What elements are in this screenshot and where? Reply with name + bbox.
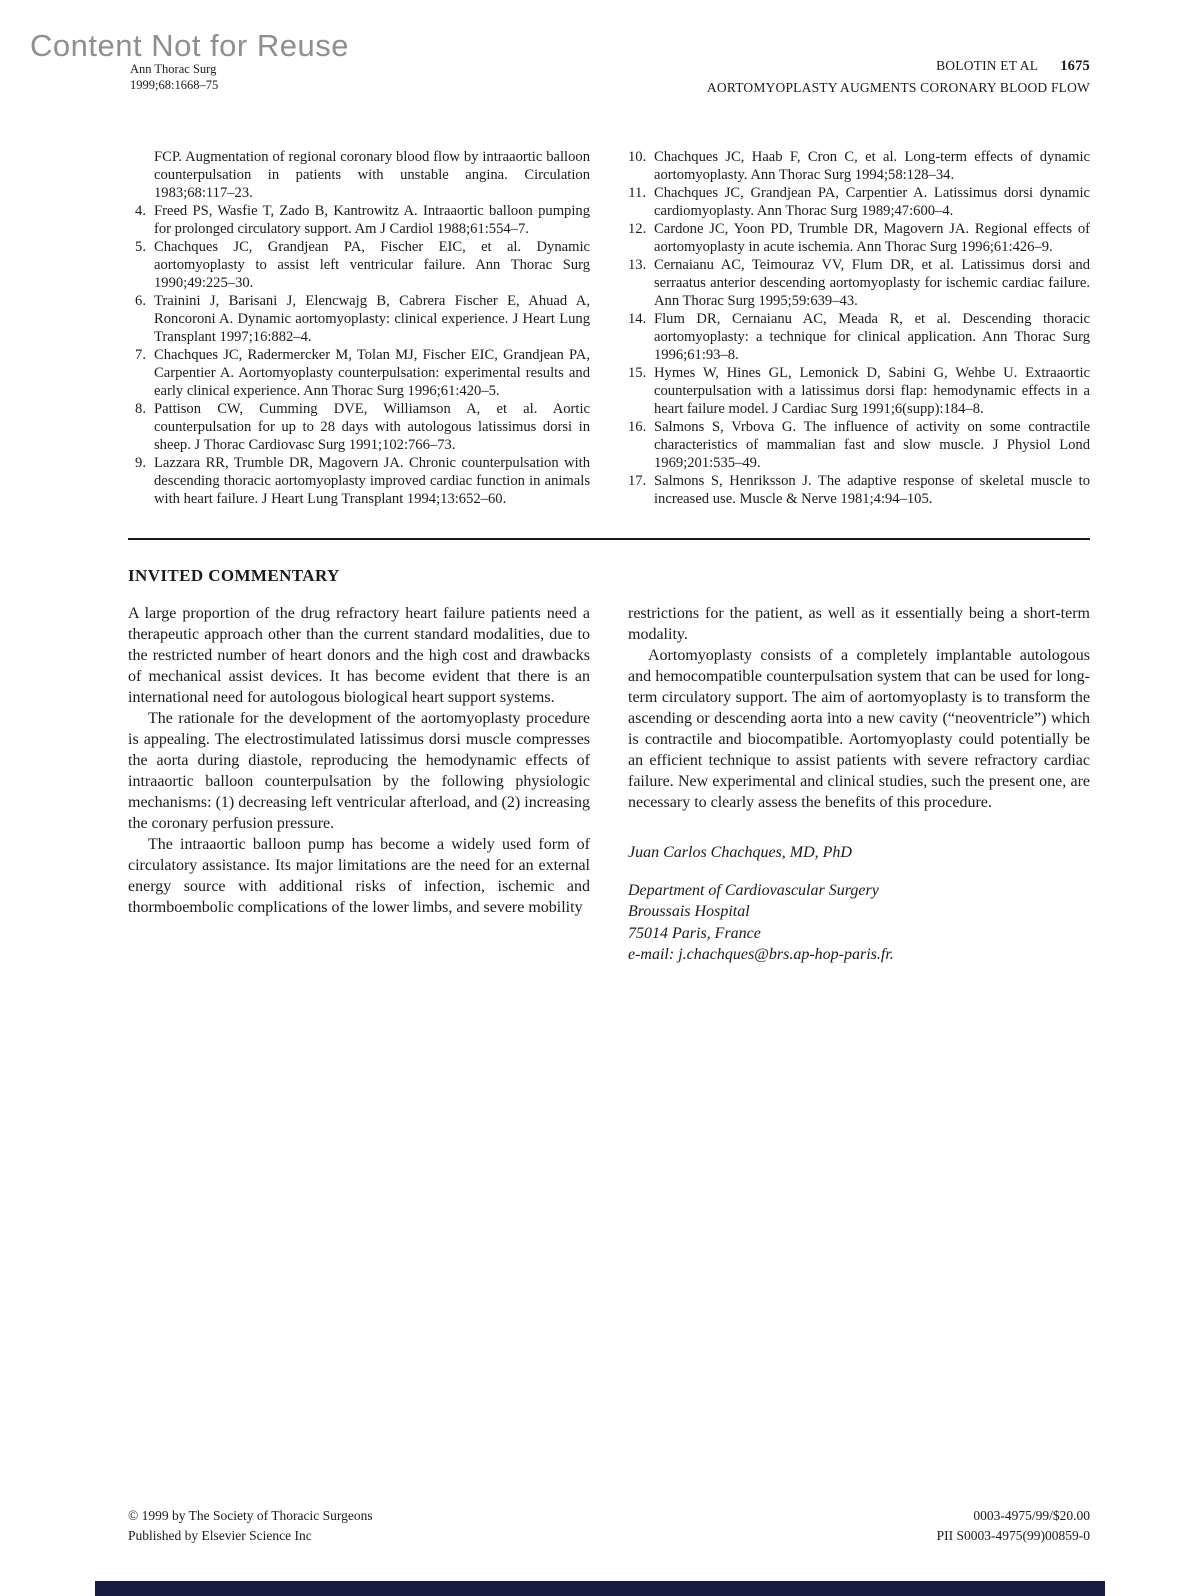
reference-number: 5. bbox=[135, 239, 146, 256]
reference-text: Salmons S, Henriksson J. The adaptive response of skeletal muscle to increased use. Muscle & Nerve 1981;4:94–105. bbox=[654, 473, 1090, 508]
reference-number: 7. bbox=[135, 347, 146, 364]
commentary-paragraph: The intraaortic balloon pump has become a widely used form of circulatory assistance. Its major limitations are the need for an external energy source with additional risks of infection, ischemic and thormboembolic complications of the lower limbs, and severe mobility bbox=[128, 835, 590, 916]
reference-text: Salmons S, Vrbova G. The influence of activity on some contractile characteristics of mammalian fast and slow muscle. J Physiol Lond 1969;201:535–49. bbox=[654, 419, 1090, 472]
references-right-column bbox=[628, 148, 1090, 508]
reference-number: 17. bbox=[628, 473, 647, 490]
running-head-title: AORTOMYOPLASTY AUGMENTS CORONARY BLOOD FLOW bbox=[706, 79, 1090, 95]
commentary-paragraph: The rationale for the development of the aortomyoplasty procedure is appealing. The electrostimulated latissimus dorsi muscle compresses the aorta during diastole, reproducing the hemodynamic effects of intraaortic balloon counterpulsation by the following physiologic mechanisms: (1) decreasing left ventricular afterload, and (2) increasing the coronary perfusion pressure. bbox=[128, 710, 590, 832]
reference-item bbox=[128, 202, 590, 238]
signature-affiliation-line: Department of Cardiovascular Surgery bbox=[628, 882, 879, 900]
reference-number: 4. bbox=[135, 203, 146, 220]
page-number: 1675 bbox=[1060, 58, 1090, 74]
commentary-heading: INVITED COMMENTARY bbox=[128, 566, 340, 586]
reference-number: 12. bbox=[628, 221, 647, 238]
footer-left bbox=[128, 1506, 373, 1547]
reference-item bbox=[628, 184, 1090, 220]
footer-pii: PII S0003-4975(99)00859-0 bbox=[936, 1528, 1090, 1544]
commentary-right-column bbox=[628, 604, 1090, 965]
signature-affiliation-line: Broussais Hospital bbox=[628, 903, 750, 921]
signature-affiliation-line: 75014 Paris, France bbox=[628, 924, 761, 942]
reference-item bbox=[628, 310, 1090, 364]
reference-number: 11. bbox=[628, 185, 646, 202]
running-head bbox=[707, 56, 1090, 98]
commentary-left-column bbox=[128, 604, 590, 965]
reference-text: Chachques JC, Grandjean PA, Fischer EIC, et al. Dynamic aortomyoplasty to assist left ventricular failure. Ann Thorac Surg 1990;49:225–30. bbox=[154, 239, 590, 292]
references-left-column bbox=[128, 148, 590, 508]
commentary-paragraph: restrictions for the patient, as well as it essentially being a short-term modality. bbox=[628, 605, 1090, 644]
footer-issn-price: 0003-4975/99/$20.00 bbox=[973, 1508, 1090, 1523]
journal-header bbox=[130, 61, 218, 94]
reference-item bbox=[628, 148, 1090, 184]
reference-number: 6. bbox=[135, 293, 146, 310]
journal-name: Ann Thorac Surg bbox=[130, 62, 217, 76]
reference-number bbox=[128, 148, 154, 202]
reference-item bbox=[128, 454, 590, 508]
reference-item bbox=[128, 400, 590, 454]
reference-item bbox=[628, 472, 1090, 508]
reference-number: 8. bbox=[135, 401, 146, 418]
reference-text: Flum DR, Cernaianu AC, Meada R, et al. Descending thoracic aortomyoplasty: a technique for clinical application. Ann Thorac Surg 1996;61:93–8. bbox=[654, 311, 1090, 364]
signature-block bbox=[628, 842, 1090, 965]
reference-text: Hymes W, Hines GL, Lemonick D, Sabini G, Wehbe U. Extraaortic counterpulsation with a latissimus dorsi flap: hemodynamic effects in a heart failure model. J Cardiac Surg 1991;6(supp):184–8. bbox=[654, 365, 1090, 418]
reference-number: 15. bbox=[628, 365, 647, 382]
reference-item bbox=[628, 418, 1090, 472]
reference-text: Cernaianu AC, Teimouraz VV, Flum DR, et al. Latissimus dorsi and serraatus anterior descending aortomyoplasty for ischemic cardiac failure. Ann Thorac Surg 1995;59:639–43. bbox=[654, 257, 1090, 310]
journal-citation: 1999;68:1668–75 bbox=[130, 78, 219, 93]
footer-right bbox=[937, 1506, 1090, 1547]
page-footer bbox=[128, 1506, 1090, 1547]
reference-text: Cardone JC, Yoon PD, Trumble DR, Magovern JA. Regional effects of aortomyoplasty in acute ischemia. Ann Thorac Surg 1996;61:426–9. bbox=[654, 221, 1090, 256]
reference-number: 9. bbox=[135, 455, 146, 472]
reference-number: 16. bbox=[628, 419, 647, 436]
reference-number: 13. bbox=[628, 257, 647, 274]
footer-publisher: Published by Elsevier Science Inc bbox=[128, 1528, 312, 1544]
section-divider bbox=[128, 538, 1090, 540]
commentary-section bbox=[128, 604, 1090, 965]
commentary-paragraph: A large proportion of the drug refractory heart failure patients need a therapeutic approach other than the current standard modalities, due to the restricted number of heart donors and the high cost and drawbacks of mechanical assist devices. It has become evident that there is an international need for autologous biological heart support systems. bbox=[128, 605, 590, 707]
references-section bbox=[128, 148, 1090, 508]
reference-number: 10. bbox=[628, 149, 647, 165]
reference-item bbox=[628, 364, 1090, 418]
reference-number: 14. bbox=[628, 311, 647, 328]
page-content bbox=[128, 148, 1090, 965]
reference-item bbox=[628, 220, 1090, 256]
reference-item bbox=[128, 238, 590, 292]
reference-text: Trainini J, Barisani J, Elencwajg B, Cabrera Fischer E, Ahuad A, Roncoroni A. Dynamic aortomyoplasty: clinical experience. J Heart Lung Transplant 1997;16:882–4. bbox=[154, 293, 590, 346]
commentary-paragraph: Aortomyoplasty consists of a completely implantable autologous and hemocompatible counterpulsation system that can be used for long-term circulatory support. The aim of aortomyoplasty is to transform the ascending or descending aorta into a new cavity (“neoventricle”) which is contractile and biocompatible. Aortomyoplasty could potentially be an efficient technique to assist patients with severe refractory cardiac failure. New experimental and clinical studies, such the present one, are necessary to clearly assess the benefits of this procedure. bbox=[628, 647, 1090, 811]
reference-text: Pattison CW, Cumming DVE, Williamson A, et al. Aortic counterpulsation for up to 28 days with autologous latissimus dorsi in sheep. J Thorac Cardiovasc Surg 1991;102:766–73. bbox=[154, 401, 590, 454]
reference-item bbox=[628, 256, 1090, 310]
reference-text: Chachques JC, Haab F, Cron C, et al. Long-term effects of dynamic aortomyoplasty. Ann Thorac Surg 1994;58:128–34. bbox=[654, 149, 1090, 184]
footer-copyright: © 1999 by The Society of Thoracic Surgeons bbox=[128, 1508, 373, 1523]
reference-text: Freed PS, Wasfie T, Zado B, Kantrowitz A. Intraaortic balloon pumping for prolonged circulatory support. Am J Cardiol 1988;61:554–7. bbox=[154, 203, 590, 238]
signature-email-line: e-mail: j.chachques@brs.ap-hop-paris.fr. bbox=[628, 945, 894, 963]
reference-item bbox=[128, 148, 590, 202]
watermark: Content Not for Reuse bbox=[30, 28, 349, 63]
reference-item bbox=[128, 292, 590, 346]
reference-item bbox=[128, 346, 590, 400]
running-head-authors: BOLOTIN ET AL bbox=[936, 58, 1039, 73]
reference-text: Chachques JC, Radermercker M, Tolan MJ, Fischer EIC, Grandjean PA, Carpentier A. Aortomyoplasty counterpulsation: experimental results and early clinical experience. Ann Thorac Surg 1996;61:420–5. bbox=[154, 347, 590, 400]
reference-text: FCP. Augmentation of regional coronary blood flow by intraaortic balloon counterpulsation in patients with unstable angina. Circulation 1983;68:117–23. bbox=[154, 149, 590, 202]
signature-name: Juan Carlos Chachques, MD, PhD bbox=[628, 843, 852, 861]
running-head-line1 bbox=[707, 56, 1090, 78]
page-bottom-bar bbox=[95, 1581, 1105, 1596]
reference-text: Chachques JC, Grandjean PA, Carpentier A. Latissimus dorsi dynamic cardiomyoplasty. Ann Thorac Surg 1989;47:600–4. bbox=[654, 185, 1090, 220]
reference-text: Lazzara RR, Trumble DR, Magovern JA. Chronic counterpulsation with descending thoracic aortomyoplasty improved cardiac function in animals with heart failure. J Heart Lung Transplant 1994;13:652–60. bbox=[154, 455, 590, 508]
